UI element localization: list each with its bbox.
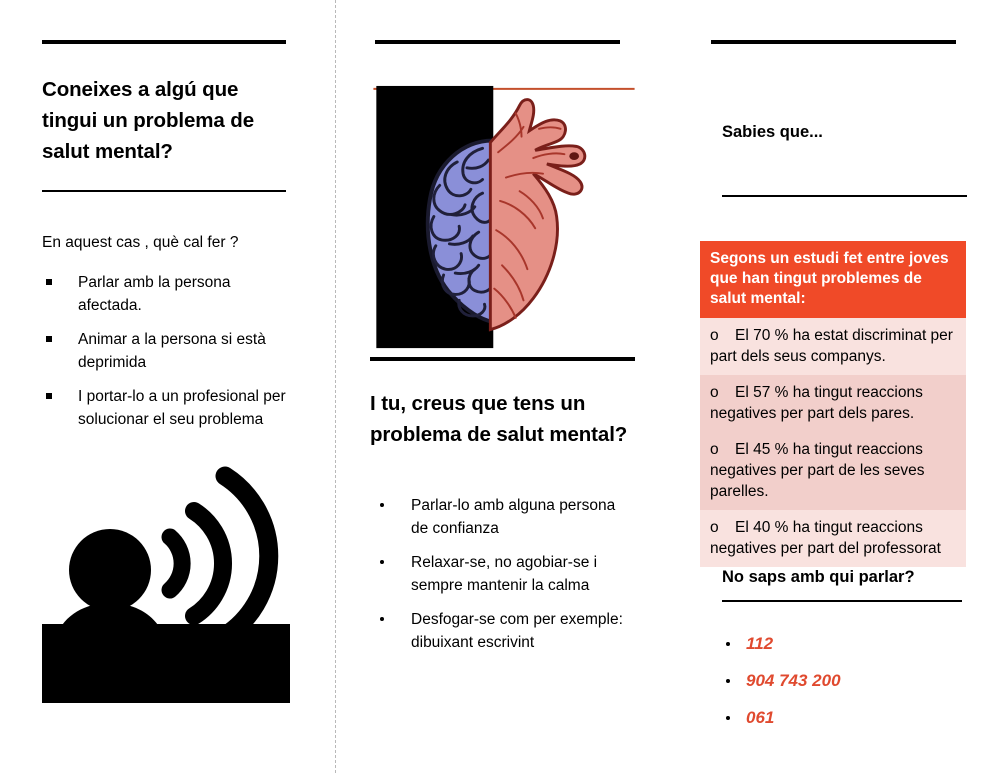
row-text: El 57 % ha tingut reaccions negatives per part dels pares.: [710, 384, 923, 422]
left-intro-text: En aquest cas , què cal fer ?: [42, 234, 239, 251]
list-item: Relaxar-se, no agobiar-se i sempre mantenir la calma: [375, 551, 633, 597]
row-marker: o: [710, 384, 719, 401]
list-item: Parlar-lo amb alguna persona de confianza: [375, 494, 633, 540]
middle-heading: I tu, creus que tens un problema de salut mental?: [370, 392, 628, 446]
table-row: [700, 375, 966, 432]
left-heading: Coneixes a algú que tingui un problema de salut mental?: [42, 78, 255, 163]
left-divider-rule: [42, 190, 286, 192]
row-text: El 45 % ha tingut reaccions negatives per part de les seves parelles.: [710, 441, 925, 500]
phone-list: [718, 633, 958, 744]
table-row: [700, 510, 966, 567]
row-text: El 70 % ha estat discriminat per part dels seus companys.: [710, 327, 953, 365]
list-item: 061: [718, 707, 958, 729]
list-item: Desfogar-se com per exemple: dibuixant escrivint: [375, 608, 633, 654]
right-top-rule: [711, 40, 956, 44]
left-top-rule: [42, 40, 286, 44]
middle-panel: [370, 0, 638, 773]
table-row: [700, 432, 966, 510]
brain-heart-illustration: [370, 84, 638, 359]
row-marker: o: [710, 327, 719, 344]
list-item: Animar a la persona si està deprimida: [42, 328, 290, 374]
middle-top-rule: [375, 40, 620, 44]
left-panel: [42, 0, 290, 773]
statistics-table: [700, 241, 966, 567]
row-text: El 40 % ha tingut reaccions negatives per part del professorat: [710, 519, 941, 557]
middle-bullet-list: [375, 494, 633, 665]
left-bullet-list: [42, 271, 290, 442]
row-marker: o: [710, 441, 719, 458]
list-item: 112: [718, 633, 958, 655]
table-row: [700, 318, 966, 375]
right-heading: Sabies que...: [722, 123, 823, 141]
right-divider-rule: [722, 195, 967, 197]
list-item: 904 743 200: [718, 670, 958, 692]
row-marker: o: [710, 519, 719, 536]
contact-rule: [722, 600, 962, 602]
statistics-table-header: Segons un estudi fet entre joves que han tingut problemes de salut mental:: [700, 241, 966, 318]
list-item: Parlar amb la persona afectada.: [42, 271, 290, 317]
person-speaking-soundwaves-icon: [42, 458, 290, 708]
middle-divider-rule: [370, 357, 635, 361]
list-item: I portar-lo a un profesional per solucionar el seu problema: [42, 385, 290, 431]
right-panel: [700, 0, 966, 773]
contact-heading: No saps amb qui parlar?: [722, 568, 915, 586]
fold-line-left: [335, 0, 336, 773]
